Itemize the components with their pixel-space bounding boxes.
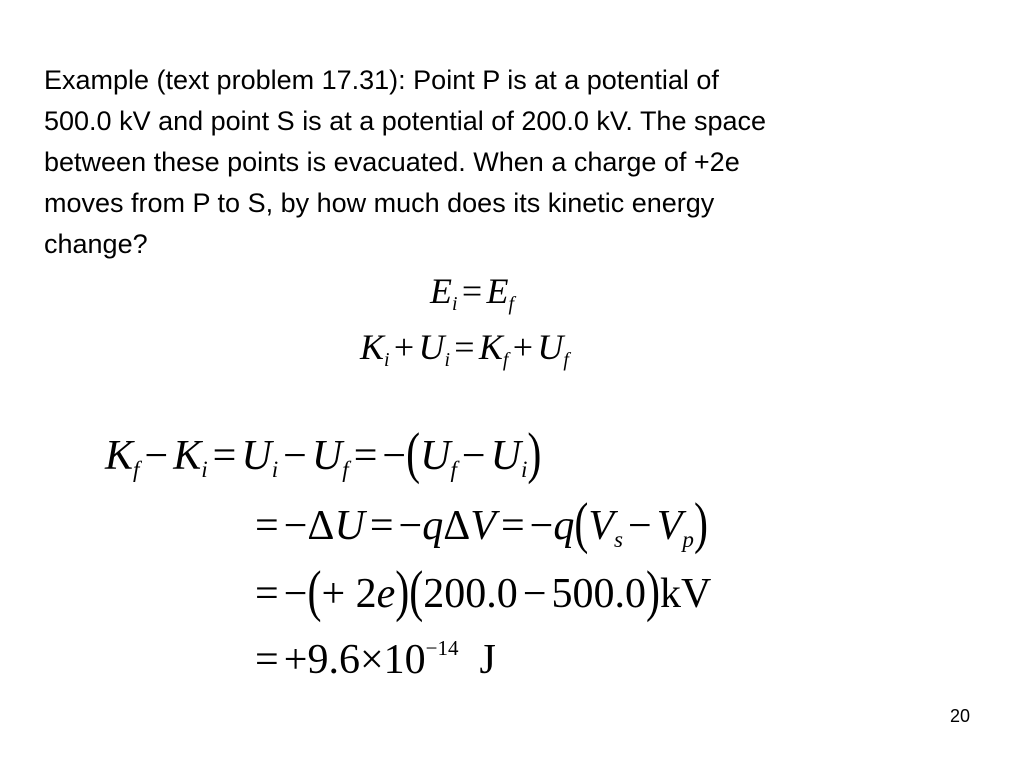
result-exponent: −14 xyxy=(425,636,459,661)
result-base: 10 xyxy=(383,637,426,683)
problem-line: 500.0 kV and point S is at a potential of 200.0 kV. The space xyxy=(44,106,767,136)
result-unit: J xyxy=(479,637,496,683)
potential-p-value: 500.0 xyxy=(551,571,647,617)
result-mantissa: 9.6 xyxy=(307,637,360,683)
equation-result: = $+9.6\times 10^{-14}$ J xyxy=(255,636,496,683)
problem-line: between these points is evacuated. When a charge of +2e xyxy=(44,147,740,177)
problem-line: change? xyxy=(44,229,148,259)
potential-s-value: 200.0 xyxy=(423,571,518,617)
unit-kv: kV xyxy=(660,571,712,617)
equation-potential-difference: = $-\Delta U = -q\Delta V = -q(V_s - V_p)$ xyxy=(255,493,708,556)
charge-value: 2 xyxy=(355,571,377,617)
equation-kinetic-change: $K_f - K_i = U_i - U_f = -(U_f - U_i)$ xyxy=(105,423,542,486)
problem-line: Example (text problem 17.31): Point P is at a potential of xyxy=(44,65,719,95)
page-number: 20 xyxy=(949,706,970,726)
problem-line: moves from P to S, by how much does its kinetic energy xyxy=(44,188,715,218)
problem-statement xyxy=(44,60,984,265)
equation-energy-conservation: $E_i = E_f$ xyxy=(430,271,514,315)
equation-energy-terms: $K_i + U_i = K_f + U_f$ xyxy=(360,327,569,371)
equation-substitution: = −(+ 2e)(200.0 − 500.0)kV xyxy=(255,561,712,624)
